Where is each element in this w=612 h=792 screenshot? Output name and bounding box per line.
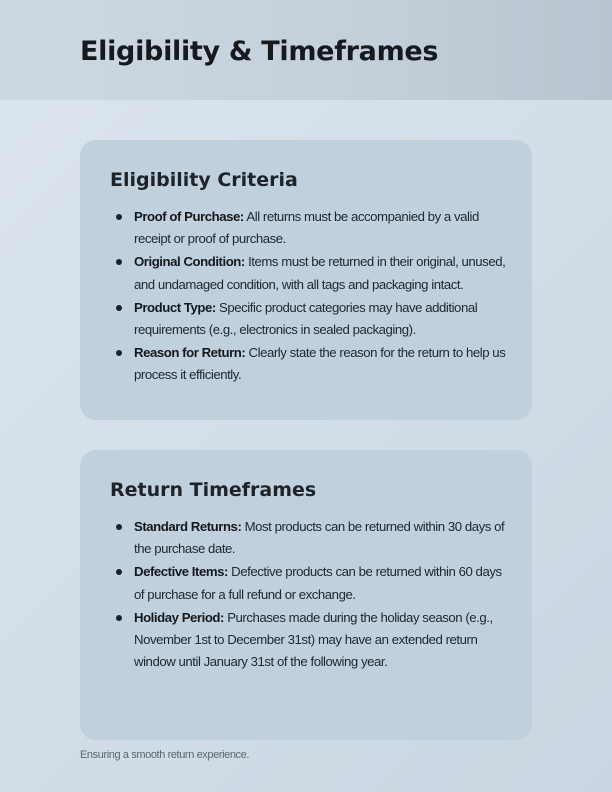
list-item — [110, 516, 510, 561]
bullet-icon — [116, 524, 122, 530]
item-text: Most products can be returned within 30 days of the purchase date. — [134, 519, 505, 557]
item-text: Defective products can be returned within 60 days of purchase for a full refund or exchange. — [134, 564, 502, 602]
list-item — [110, 297, 510, 342]
item-text: Clearly state the reason for the return to help us process it efficiently. — [134, 344, 506, 383]
bullet-icon — [116, 305, 122, 311]
eligibility-list — [110, 206, 510, 387]
item-text: Purchases made during the holiday season (e.g., November 1st to December 31st) may have an extended return window until January 31st of the following year. — [134, 609, 493, 670]
list-item — [110, 342, 510, 387]
bullet-icon — [116, 259, 122, 265]
bullet-icon — [116, 615, 122, 621]
bullet-icon — [116, 569, 122, 575]
eligibility-criteria-card — [80, 140, 532, 420]
list-item — [110, 561, 510, 606]
section-title: Eligibility Criteria — [110, 169, 298, 191]
item-label: Defective Items: — [134, 564, 228, 580]
section-title: Return Timeframes — [110, 479, 317, 501]
timeframes-list — [110, 516, 510, 674]
list-item — [110, 607, 510, 674]
list-item — [110, 251, 510, 296]
bullet-icon — [116, 350, 122, 356]
item-label: Reason for Return: — [134, 344, 246, 360]
list-item — [110, 206, 510, 251]
page-title: Eligibility & Timeframes — [80, 36, 439, 67]
item-text: Items must be returned in their original, unused, and undamaged condition, with all tags and packaging intact. — [134, 254, 506, 292]
item-label: Product Type: — [134, 299, 216, 315]
item-label: Proof of Purchase: — [134, 209, 244, 224]
item-label: Standard Returns: — [134, 519, 242, 534]
item-label: Original Condition: — [134, 254, 245, 270]
footer-note: Ensuring a smooth return experience. — [80, 749, 250, 761]
item-text: Specific product categories may have additional requirements (e.g., electronics in sealed packaging). — [134, 299, 478, 338]
return-timeframes-card — [80, 450, 532, 740]
page-header — [0, 0, 612, 100]
item-label: Holiday Period: — [134, 609, 224, 625]
item-text: All returns must be accompanied by a valid receipt or proof of purchase. — [134, 209, 479, 247]
bullet-icon — [116, 214, 122, 220]
